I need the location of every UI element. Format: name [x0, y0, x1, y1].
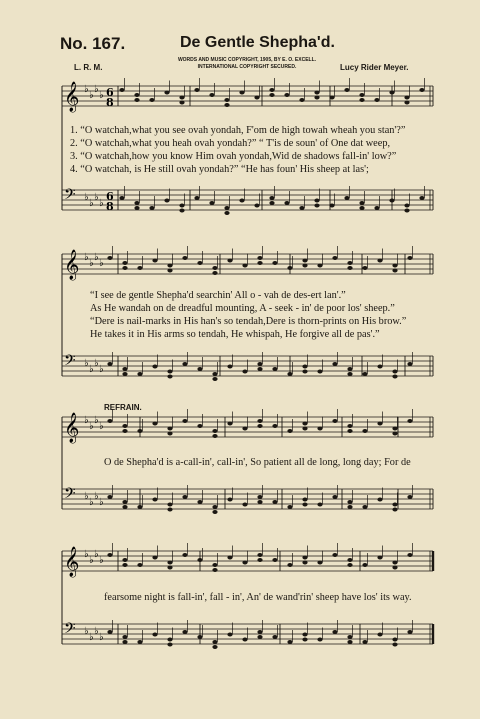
notehead — [287, 429, 292, 433]
notehead — [197, 424, 202, 428]
notehead — [209, 93, 214, 97]
notehead — [122, 261, 127, 265]
notehead — [287, 563, 292, 567]
notehead — [152, 365, 157, 369]
notehead — [407, 553, 412, 557]
notehead — [227, 498, 232, 502]
lyric-line: O de Shepha'd is a-call-in', call-in', So patient all de long, long day; For de — [104, 457, 411, 468]
notehead — [347, 266, 352, 270]
notehead — [257, 553, 262, 557]
composer-name: Lucy Rider Meyer. — [340, 63, 409, 72]
notehead — [299, 98, 304, 102]
notehead — [257, 635, 262, 639]
notehead — [257, 419, 262, 423]
notehead — [167, 370, 172, 374]
notehead — [149, 98, 154, 102]
notehead — [419, 88, 424, 92]
notehead — [392, 432, 397, 436]
notehead — [212, 266, 217, 270]
flat-icon: ♭ — [94, 358, 99, 369]
notehead — [257, 500, 262, 504]
notehead — [269, 196, 274, 200]
time-signature: 8 — [106, 96, 114, 109]
flat-icon: ♭ — [84, 491, 89, 502]
lyric-line: 2. “O watchah,what you heah ovah yondah?” “ T'is de soun' of One dat weep, — [70, 138, 391, 149]
notehead — [272, 261, 277, 265]
notehead — [299, 206, 304, 210]
notehead — [182, 419, 187, 423]
notehead — [152, 259, 157, 263]
flat-icon: ♭ — [89, 632, 94, 643]
notehead — [392, 643, 397, 647]
notehead — [332, 495, 337, 499]
lyric-line: “Dere is nail-marks in His han's so tendah,Dere is thorn-prints on His brow.” — [90, 316, 407, 327]
notehead — [257, 261, 262, 265]
notehead — [362, 563, 367, 567]
notehead — [359, 206, 364, 210]
notehead — [209, 201, 214, 205]
notehead — [404, 204, 409, 208]
notehead — [347, 500, 352, 504]
notehead — [344, 196, 349, 200]
notehead — [242, 264, 247, 268]
flat-icon: ♭ — [89, 555, 94, 566]
flat-icon: ♭ — [99, 364, 104, 375]
notehead — [254, 204, 259, 208]
notehead — [167, 566, 172, 570]
notehead — [404, 209, 409, 213]
flat-icon: ♭ — [94, 252, 99, 263]
notehead — [362, 429, 367, 433]
notehead — [404, 101, 409, 105]
notehead — [317, 264, 322, 268]
lyric-line: 1. “O watchah,what you see ovah yondah, F'om de high towah wheah you stan'?” — [70, 125, 406, 136]
notehead — [122, 640, 127, 644]
notehead — [362, 266, 367, 270]
notehead — [149, 206, 154, 210]
flat-icon: ♭ — [99, 90, 104, 101]
notehead — [302, 427, 307, 431]
notehead — [167, 375, 172, 379]
notehead — [347, 640, 352, 644]
notehead — [332, 630, 337, 634]
notehead — [122, 372, 127, 376]
notehead — [167, 427, 172, 431]
notehead — [269, 88, 274, 92]
notehead — [167, 432, 172, 436]
flat-icon: ♭ — [99, 258, 104, 269]
notehead — [239, 199, 244, 203]
notehead — [212, 372, 217, 376]
notehead — [269, 201, 274, 205]
notehead — [182, 630, 187, 634]
copyright-line: WORDS AND MUSIC COPYRIGHT, 1905, BY E. O. EXCELL. — [177, 57, 317, 63]
notehead — [377, 422, 382, 426]
treble-clef-icon: 𝄞 — [64, 82, 80, 112]
notehead — [344, 88, 349, 92]
notehead — [212, 429, 217, 433]
meter-initials: L. R. M. — [74, 63, 103, 72]
notehead — [392, 370, 397, 374]
notehead — [362, 372, 367, 376]
notehead — [257, 362, 262, 366]
notehead — [347, 424, 352, 428]
notehead — [122, 429, 127, 433]
treble-clef-icon: 𝄞 — [64, 547, 80, 577]
lyric-line: fearsome night is fall-in', fall - in', An' de wand'rin' sheep have los' its way. — [104, 592, 412, 603]
notehead — [302, 365, 307, 369]
notehead — [257, 367, 262, 371]
notehead — [272, 424, 277, 428]
flat-icon: ♭ — [99, 632, 104, 643]
notehead — [179, 96, 184, 100]
notehead — [254, 96, 259, 100]
notehead — [302, 561, 307, 565]
notehead — [137, 640, 142, 644]
notehead — [392, 508, 397, 512]
notehead — [332, 362, 337, 366]
notehead — [317, 370, 322, 374]
notehead — [377, 365, 382, 369]
notehead — [167, 638, 172, 642]
notehead — [392, 375, 397, 379]
notehead — [359, 201, 364, 205]
notehead — [182, 495, 187, 499]
notehead — [179, 204, 184, 208]
notehead — [284, 93, 289, 97]
copyright-line: INTERNATIONAL COPYRIGHT SECURED. — [197, 63, 297, 70]
notehead — [407, 495, 412, 499]
time-signature: 8 — [106, 200, 114, 213]
notehead — [107, 419, 112, 423]
bass-clef-icon: 𝄢 — [64, 620, 76, 641]
notehead — [122, 424, 127, 428]
notehead — [257, 558, 262, 562]
notehead — [122, 558, 127, 562]
notehead — [224, 103, 229, 107]
notehead — [182, 256, 187, 260]
notehead — [239, 91, 244, 95]
notehead — [134, 201, 139, 205]
notehead — [347, 505, 352, 509]
notehead — [152, 422, 157, 426]
notehead — [257, 256, 262, 260]
treble-clef-icon: 𝄞 — [64, 250, 80, 280]
notehead — [269, 93, 274, 97]
lyric-line: 3. “O watchah,how you know Him ovah yondah,Wid de shadows fall-in' low?” — [70, 151, 397, 162]
notehead — [122, 266, 127, 270]
notehead — [377, 633, 382, 637]
notehead — [182, 362, 187, 366]
notehead — [407, 419, 412, 423]
flat-icon: ♭ — [84, 415, 89, 426]
notehead — [404, 96, 409, 100]
notehead — [374, 98, 379, 102]
notehead — [407, 362, 412, 366]
notehead — [242, 561, 247, 565]
notehead — [122, 367, 127, 371]
hymn-number: No. 167. — [60, 34, 126, 53]
flat-icon: ♭ — [89, 90, 94, 101]
notehead — [257, 630, 262, 634]
notehead — [407, 256, 412, 260]
notehead — [167, 503, 172, 507]
notehead — [347, 558, 352, 562]
notehead — [392, 566, 397, 570]
notehead — [107, 256, 112, 260]
notehead — [302, 498, 307, 502]
flat-icon: ♭ — [99, 198, 104, 209]
notehead — [107, 630, 112, 634]
notehead — [212, 377, 217, 381]
notehead — [224, 211, 229, 215]
notehead — [392, 561, 397, 565]
notehead — [284, 201, 289, 205]
notehead — [302, 633, 307, 637]
notehead — [314, 204, 319, 208]
flat-icon: ♭ — [89, 258, 94, 269]
flat-icon: ♭ — [84, 252, 89, 263]
notehead — [314, 199, 319, 203]
notehead — [419, 196, 424, 200]
notehead — [272, 500, 277, 504]
notehead — [242, 503, 247, 507]
notehead — [272, 558, 277, 562]
notehead — [119, 196, 124, 200]
notehead — [152, 498, 157, 502]
notehead — [317, 427, 322, 431]
notehead — [377, 556, 382, 560]
notehead — [224, 206, 229, 210]
bass-clef-icon: 𝄢 — [64, 186, 76, 207]
notehead — [179, 209, 184, 213]
notehead — [392, 427, 397, 431]
notehead — [374, 206, 379, 210]
flat-icon: ♭ — [99, 497, 104, 508]
notehead — [347, 429, 352, 433]
bass-clef-icon: 𝄢 — [64, 352, 76, 373]
notehead — [164, 91, 169, 95]
flat-icon: ♭ — [99, 555, 104, 566]
notehead — [224, 98, 229, 102]
time-signature: 6 — [106, 190, 114, 203]
notehead — [212, 434, 217, 438]
lyric-line: As He wandah on de dreadful mounting, A - seek - in' de poor los' sheep.” — [90, 303, 395, 314]
flat-icon: ♭ — [94, 626, 99, 637]
time-signature: 6 — [106, 86, 114, 99]
notehead — [167, 643, 172, 647]
notehead — [362, 640, 367, 644]
notehead — [377, 259, 382, 263]
notehead — [194, 196, 199, 200]
notehead — [302, 422, 307, 426]
notehead — [392, 269, 397, 273]
notehead — [314, 91, 319, 95]
notehead — [167, 561, 172, 565]
notehead — [317, 561, 322, 565]
notehead — [347, 563, 352, 567]
notehead — [152, 633, 157, 637]
notehead — [392, 264, 397, 268]
bass-clef-icon: 𝄢 — [64, 485, 76, 506]
notehead — [122, 500, 127, 504]
notehead — [137, 372, 142, 376]
notehead — [212, 645, 217, 649]
notehead — [167, 264, 172, 268]
notehead — [302, 556, 307, 560]
notehead — [347, 635, 352, 639]
flat-icon: ♭ — [94, 415, 99, 426]
notehead — [302, 259, 307, 263]
flat-icon: ♭ — [89, 421, 94, 432]
notehead — [212, 505, 217, 509]
notehead — [134, 98, 139, 102]
flat-icon: ♭ — [84, 84, 89, 95]
notehead — [167, 269, 172, 273]
notehead — [332, 256, 337, 260]
flat-icon: ♭ — [99, 421, 104, 432]
notehead — [212, 568, 217, 572]
hymn-title: De Gentle Shepha'd. — [180, 34, 335, 51]
notehead — [137, 266, 142, 270]
notehead — [137, 563, 142, 567]
notehead — [302, 370, 307, 374]
notehead — [242, 427, 247, 431]
notehead — [227, 365, 232, 369]
notehead — [212, 510, 217, 514]
notehead — [122, 505, 127, 509]
lyric-line: “I see de gentle Shepha'd searchin' All o - vah de des-ert lan'.” — [90, 290, 346, 301]
notehead — [107, 362, 112, 366]
refrain-label: REFRAIN. — [104, 403, 142, 412]
notehead — [242, 370, 247, 374]
flat-icon: ♭ — [89, 364, 94, 375]
notehead — [302, 264, 307, 268]
notehead — [134, 93, 139, 97]
notehead — [167, 508, 172, 512]
notehead — [119, 88, 124, 92]
notehead — [227, 633, 232, 637]
flat-icon: ♭ — [89, 198, 94, 209]
notehead — [392, 503, 397, 507]
notehead — [227, 259, 232, 263]
notehead — [332, 553, 337, 557]
flat-icon: ♭ — [84, 358, 89, 369]
notehead — [257, 495, 262, 499]
notehead — [152, 556, 157, 560]
notehead — [317, 638, 322, 642]
notehead — [317, 503, 322, 507]
notehead — [242, 638, 247, 642]
notehead — [359, 98, 364, 102]
flat-icon: ♭ — [94, 84, 99, 95]
notehead — [197, 261, 202, 265]
notehead — [347, 372, 352, 376]
notehead — [164, 199, 169, 203]
notehead — [227, 422, 232, 426]
notehead — [314, 96, 319, 100]
notehead — [122, 563, 127, 567]
notehead — [212, 271, 217, 275]
flat-icon: ♭ — [94, 491, 99, 502]
notehead — [182, 553, 187, 557]
notehead — [287, 640, 292, 644]
notehead — [107, 553, 112, 557]
notehead — [257, 424, 262, 428]
notehead — [197, 367, 202, 371]
notehead — [362, 505, 367, 509]
notehead — [212, 563, 217, 567]
flat-icon: ♭ — [89, 497, 94, 508]
notehead — [407, 630, 412, 634]
notehead — [134, 206, 139, 210]
flat-icon: ♭ — [84, 549, 89, 560]
notehead — [212, 640, 217, 644]
notehead — [302, 503, 307, 507]
notehead — [272, 367, 277, 371]
flat-icon: ♭ — [94, 192, 99, 203]
notehead — [287, 505, 292, 509]
notehead — [194, 88, 199, 92]
notehead — [359, 93, 364, 97]
notehead — [347, 261, 352, 265]
notehead — [197, 500, 202, 504]
lyric-line: 4. “O watchah, is He still ovah yondah?” “He has foun' His sheep at las'; — [70, 164, 369, 175]
notehead — [302, 638, 307, 642]
notehead — [107, 495, 112, 499]
treble-clef-icon: 𝄞 — [64, 413, 80, 443]
notehead — [392, 638, 397, 642]
notehead — [272, 635, 277, 639]
notehead — [179, 101, 184, 105]
notehead — [332, 419, 337, 423]
notehead — [227, 556, 232, 560]
flat-icon: ♭ — [84, 192, 89, 203]
notehead — [377, 498, 382, 502]
notehead — [347, 367, 352, 371]
lyric-line: He takes it in His arms so tendah, He whispah, He forgive all de pas'.” — [90, 329, 380, 340]
flat-icon: ♭ — [84, 626, 89, 637]
notehead — [122, 635, 127, 639]
flat-icon: ♭ — [94, 549, 99, 560]
